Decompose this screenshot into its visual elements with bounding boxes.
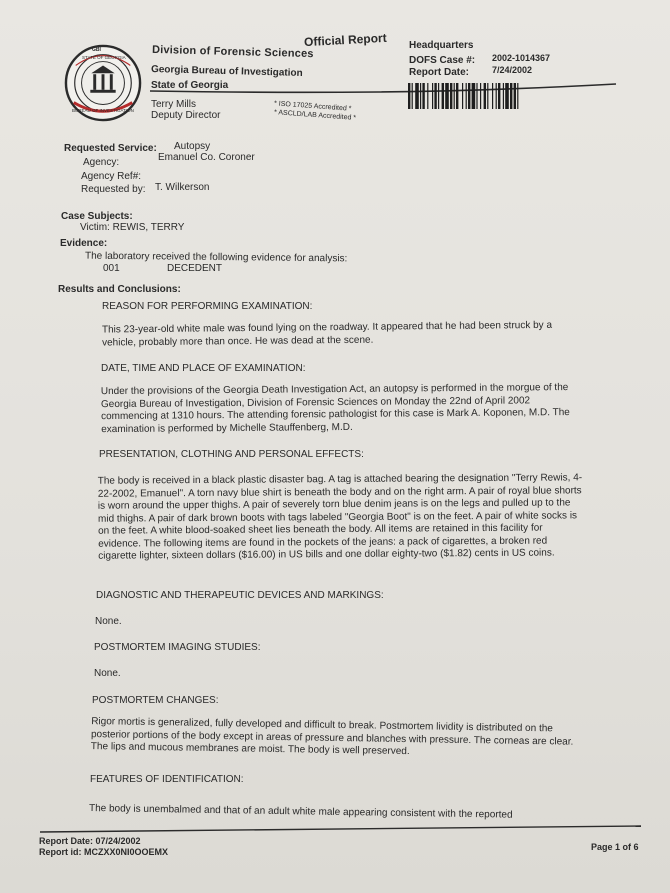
section-title-imaging: POSTMORTEM IMAGING STUDIES: (94, 642, 261, 653)
footer-rule (38, 818, 643, 838)
evidence-item-number: 001 (103, 263, 120, 274)
section-body-devices: None. (95, 616, 122, 627)
page-number: Page 1 of 6 (591, 842, 639, 852)
section-title-reason: REASON FOR PERFORMING EXAMINATION: (102, 301, 313, 312)
section-title-date: DATE, TIME AND PLACE OF EXAMINATION: (101, 363, 306, 374)
requested-by-value: T. Wilkerson (155, 182, 210, 193)
section-body-presentation: The body is received in a black plastic disaster bag. A tag is attached bearing the designation "Terry Rewis, 4-22-2002, Emanuel". A torn navy blue shirt is beneath the body and on the right arm. A pair of royal blue shorts is worn around the upper thighs. A pair of severely torn blue denim jeans is on the legs and pulled up to the mid thighs. A pair of dark brown boots with tags labeled "Georgia Boot" is on the feet. A pair of white socks is on the feet. A white blood-soaked sheet lies beneath the body. All items are retained in this facility for evidence. The following items are found in the pockets of the jeans: a pack of cigarettes, a broken red cigarette lighter, sixteen dollars ($16.00) in US bills and one dollar eighty-two ($1.82) cents in US coins. (97, 472, 583, 562)
section-title-devices: DIAGNOSTIC AND THERAPEUTIC DEVICES AND MARKINGS: (96, 590, 384, 601)
requested-by-label: Requested by: (81, 184, 146, 195)
section-title-postmortem: POSTMORTEM CHANGES: (92, 695, 219, 706)
hq-label: Headquarters (409, 40, 474, 51)
bureau-name: Georgia Bureau of Investigation (150, 64, 303, 79)
victim-name: Victim: REWIS, TERRY (80, 222, 185, 233)
agency-label: Agency: (83, 157, 120, 168)
director-title: Deputy Director (151, 110, 221, 121)
report-date-value: 7/24/2002 (492, 65, 533, 75)
iso-accreditation: * ISO 17025 Accredited * (273, 100, 352, 113)
service-value: Autopsy (174, 141, 211, 152)
agency-value: Emanuel Co. Coroner (158, 152, 255, 163)
footer-report-id: Report id: MCZXX0NI0OOEMX (39, 847, 169, 857)
evidence-intro: The laboratory received the following evidence for analysis: (84, 250, 348, 265)
barcode-icon (408, 83, 608, 109)
results-label: Results and Conclusions: (58, 284, 181, 295)
report-date-label: Report Date: (409, 67, 470, 78)
case-number: 2002-1014367 (492, 53, 551, 63)
section-body-postmortem: Rigor mortis is generalized, fully developed and difficult to break. Postmortem lividity is distributed on the posterior portions of the body except in areas of pressure and blanches with pressure. The corneas are clear. The lips and mucous membranes are moist. The body is well preserved. (90, 716, 574, 758)
service-label: Requested Service: (64, 143, 157, 154)
section-body-reason: This 23-year-old white male was found lying on the roadway. It appeared that he had been struck by a vehicle, probably more than once. He was dead at the scene. (101, 319, 553, 349)
state-name: State of Georgia (151, 80, 229, 91)
evidence-item-desc: DECEDENT (167, 263, 223, 274)
case-subjects-label: Case Subjects: (61, 211, 133, 222)
seal-bottom-text: BUREAU OF INVESTIGATION (72, 108, 134, 113)
section-body-date: Under the provisions of the Georgia Death Investigation Act, an autopsy is performed in the morgue of the Georgia Bureau of Investigation, Division of Forensic Sciences on Monday the 22nd of April 2002 commencing at 1310 hours. The attending forensic pathologist for this case is Mark A. Koponen, M.D. The examination is performed by Michelle Stauffenberg, M.D. (100, 382, 570, 435)
agency-ref-label: Agency Ref#: (81, 171, 142, 182)
section-title-identification: FEATURES OF IDENTIFICATION: (90, 774, 244, 785)
report-title: Official Report (303, 30, 387, 50)
section-body-identification: The body is unembalmed and that of an adult white male appearing consistent with the reported (88, 803, 513, 821)
ascld-accreditation: * ASCLD/LAB Accredited * (273, 109, 357, 122)
footer-report-date: Report Date: 07/24/2002 (39, 836, 141, 846)
division-name: Division of Forensic Sciences (151, 43, 314, 61)
seal-corner-text: GBI (92, 47, 101, 53)
section-body-imaging: None. (94, 668, 121, 679)
seal-top-text: STATE OF GEORGIA (82, 55, 126, 60)
section-title-presentation: PRESENTATION, CLOTHING AND PERSONAL EFFECTS: (99, 449, 364, 460)
director-name: Terry Mills (151, 99, 196, 110)
case-label: DOFS Case #: (409, 55, 476, 66)
evidence-label: Evidence: (60, 238, 108, 249)
